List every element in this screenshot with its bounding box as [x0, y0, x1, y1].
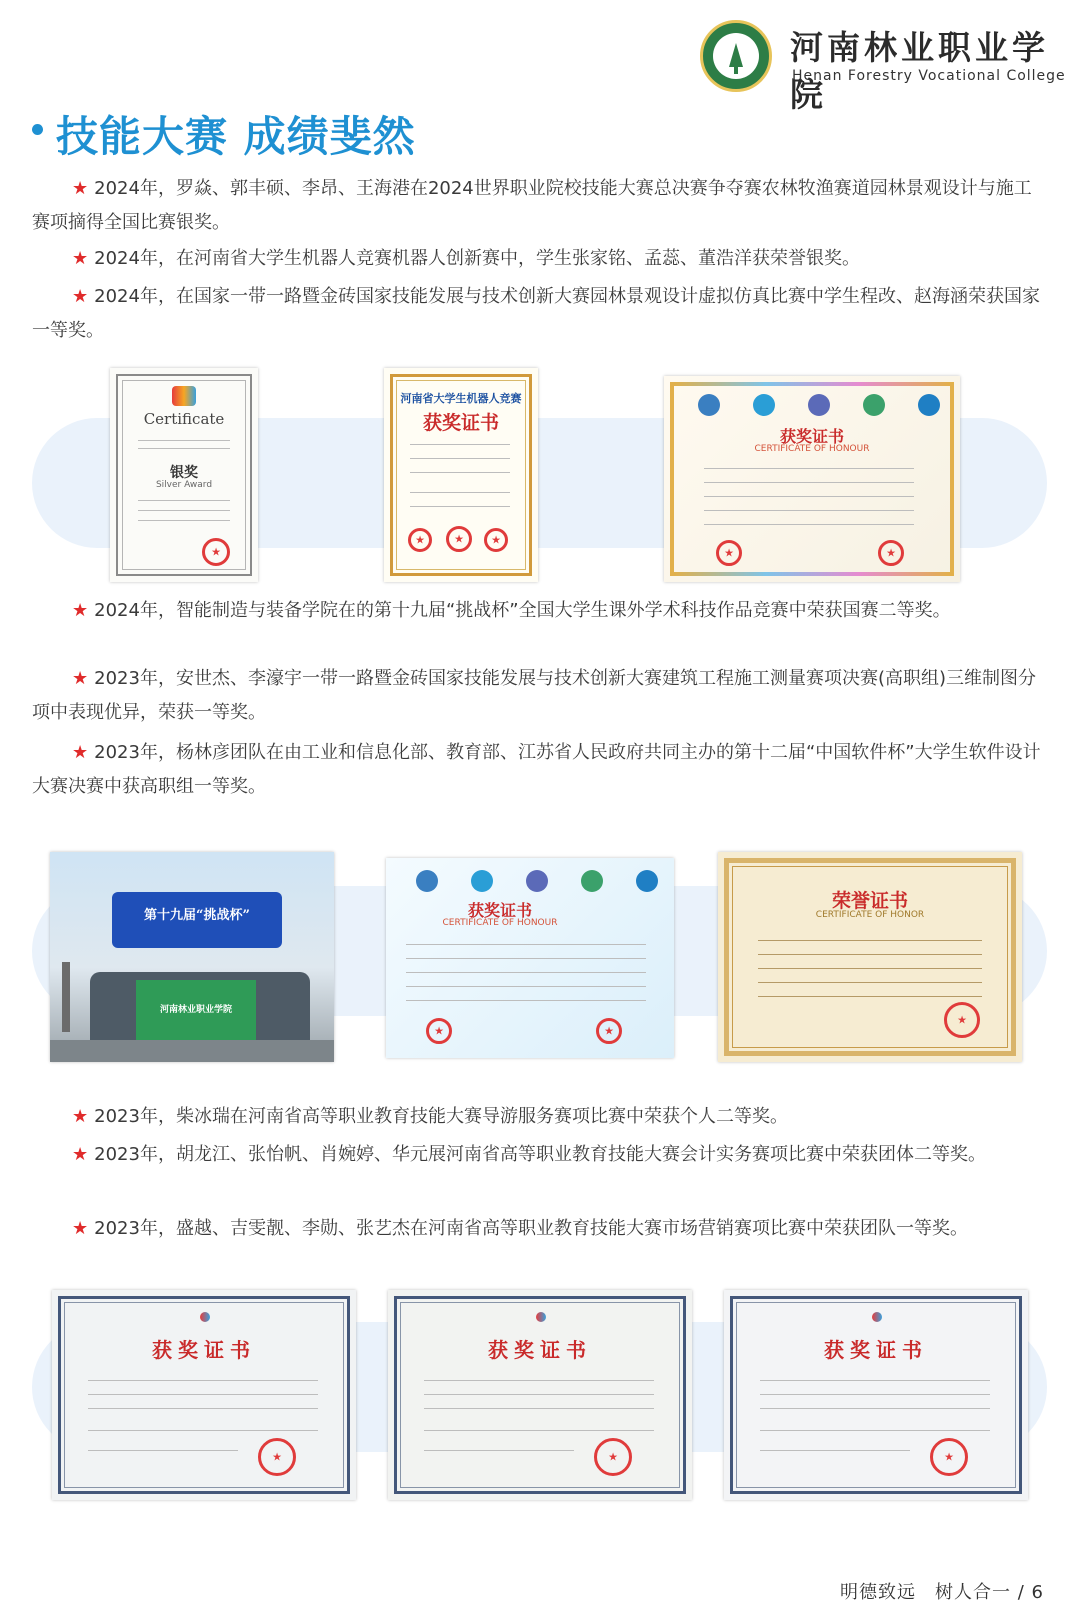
certificate-image-provincial-1: 获奖证书 ★ — [52, 1290, 356, 1500]
flag-icon — [471, 870, 493, 892]
star-icon: ★ — [72, 1218, 89, 1239]
certificate-image-provincial-3: 获奖证书 ★ — [724, 1290, 1028, 1500]
star-icon: ★ — [72, 668, 89, 689]
official-seal — [930, 1438, 968, 1476]
emblem-icon — [636, 870, 658, 892]
college-name-cn: 河南林业职业学院 — [790, 28, 1049, 114]
achievement-paragraph: ★ 2024年，智能制造与装备学院在的第十九届“挑战杯”全国大学生课外学术科技作品竞赛中荣获国赛二等奖。 — [72, 600, 951, 621]
page-header — [0, 0, 1080, 114]
certificate-image-provincial-2: 获奖证书 ★ — [388, 1290, 692, 1500]
star-icon: ★ — [72, 286, 89, 307]
emblem-icon — [581, 870, 603, 892]
official-seal — [426, 1018, 452, 1044]
official-seal — [446, 526, 472, 552]
section-title: 技能大赛 成绩斐然 — [56, 112, 416, 161]
achievement-paragraph: ★ 2024年，罗焱、郭丰硕、李昂、王海港在2024世界职业院校技能大赛总决赛争夺赛农林牧渔赛道园林景观设计与施工赛项摘得全国比赛银奖。 — [32, 178, 1032, 233]
college-logo — [700, 20, 772, 92]
star-icon: ★ — [72, 1144, 89, 1165]
certificate-image-honor: 荣誉证书 CERTIFICATE OF HONOR ★ — [718, 852, 1022, 1062]
achievement-paragraph: ★ 2023年，柴冰瑞在河南省高等职业教育技能大赛导游服务赛项比赛中荣获个人二等奖。 — [72, 1106, 788, 1127]
college-flag: 河南林业职业学院 — [159, 1005, 232, 1015]
certificate-image-silver: Certificate 银奖 Silver Award ★ — [110, 368, 258, 582]
event-banner: 第十九届“挑战杯” — [144, 908, 250, 923]
brics-logo-icon — [416, 870, 438, 892]
official-seal — [716, 540, 742, 566]
official-seal — [878, 540, 904, 566]
achievement-paragraph: ★ 2023年，杨林彦团队在由工业和信息化部、教育部、江苏省人民政府共同主办的第十二届“中国软件杯”大学生软件设计大赛决赛中获高职组一等奖。 — [32, 742, 1041, 797]
certificate-image-robot: 河南省大学生机器人竞赛 获奖证书 ★ ★ ★ — [384, 368, 538, 582]
star-icon: ★ — [72, 1106, 89, 1127]
team-photo — [50, 852, 334, 1062]
official-seal — [596, 1018, 622, 1044]
official-seal — [484, 528, 508, 552]
emblem-icon — [918, 394, 940, 416]
college-name-en: Henan Forestry Vocational College — [792, 68, 1066, 84]
official-seal — [594, 1438, 632, 1476]
official-seal — [408, 528, 432, 552]
official-seal — [202, 538, 230, 566]
star-icon: ★ — [72, 742, 89, 763]
certificate-image-brics: 获奖证书 CERTIFICATE OF HONOUR ★ ★ — [664, 376, 960, 582]
achievement-paragraph: ★ 2024年，在河南省大学生机器人竞赛机器人创新赛中，学生张家铭、孟蕊、董浩洋获荣誉银奖。 — [72, 248, 860, 269]
achievement-paragraph: ★ 2024年，在国家一带一路暨金砖国家技能发展与技术创新大赛园林景观设计虚拟仿真比赛中学生程改、赵海涵荣获国家一等奖。 — [32, 286, 1040, 341]
page-footer: 明德致远 树人合一 / 6 — [840, 1582, 1044, 1603]
star-icon: ★ — [72, 248, 89, 269]
achievement-paragraph: ★ 2023年，胡龙江、张怡帆、肖婉婷、华元展河南省高等职业教育技能大赛会计实务赛项比赛中荣获团体二等奖。 — [72, 1144, 986, 1165]
star-icon: ★ — [72, 600, 89, 621]
official-seal — [258, 1438, 296, 1476]
star-icon: ★ — [72, 178, 89, 199]
emblem-icon — [808, 394, 830, 416]
achievement-paragraph: ★ 2023年，盛越、吉雯靓、李勋、张艺杰在河南省高等职业教育技能大赛市场营销赛项比赛中荣获团队一等奖。 — [72, 1218, 968, 1239]
certificate-image-brics-2: 获奖证书 CERTIFICATE OF HONOUR ★ ★ — [386, 858, 674, 1058]
emblem-icon — [526, 870, 548, 892]
emblem-icon — [863, 394, 885, 416]
bullet-icon — [32, 124, 43, 135]
official-seal — [944, 1002, 980, 1038]
flag-icon — [753, 394, 775, 416]
brics-logo-icon — [698, 394, 720, 416]
achievement-paragraph: ★ 2023年，安世杰、李濠宇一带一路暨金砖国家技能发展与技术创新大赛建筑工程施工测量赛项决赛(高职组)三维制图分项中表现优异，荣获一等奖。 — [32, 668, 1036, 723]
